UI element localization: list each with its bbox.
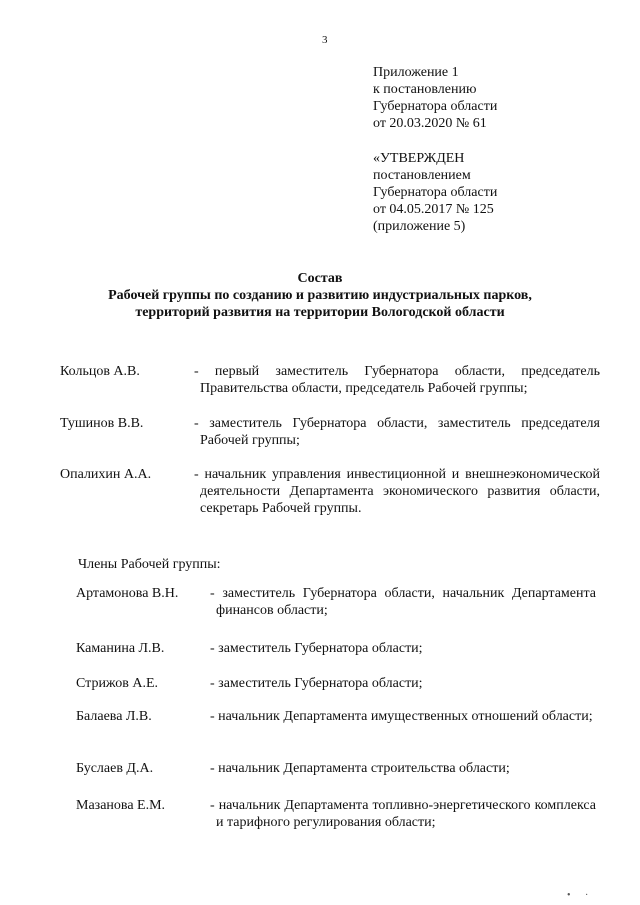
member-name: Мазанова Е.М.: [76, 798, 166, 813]
leader-entry: [60, 466, 600, 517]
member-name: Буслаев Д.А.: [76, 761, 154, 776]
member-role: - заместитель Губернатора области, начальник Департамента финансов области;: [210, 586, 596, 618]
appendix-header: [373, 64, 623, 132]
appendix-line: Приложение 1: [373, 65, 459, 80]
page-number: 3: [322, 34, 328, 46]
member-role: - начальник управления инвестиционной и внешнеэкономической деятельности Департамента экономического развития области, секретарь Рабочей группы.: [194, 467, 600, 516]
members-label: Члены Рабочей группы:: [78, 557, 221, 572]
member-name: Опалихин А.А.: [60, 467, 152, 482]
member-role: - начальник Департамента топливно-энергетического комплекса и тарифного регулирования области;: [210, 798, 596, 830]
title-line: Рабочей группы по созданию и развитию индустриальных парков,: [108, 288, 532, 303]
appendix-line: от 20.03.2020 № 61: [373, 116, 487, 131]
member-entry: [76, 760, 596, 777]
member-name: Кольцов А.В.: [60, 364, 140, 379]
member-role: - заместитель Губернатора области, заместитель председателя Рабочей группы;: [194, 416, 600, 448]
leader-entry: [60, 363, 600, 397]
member-entry: [76, 585, 596, 619]
member-role: - начальник Департамента имущественных отношений области;: [210, 709, 593, 724]
scan-specks: • ·: [567, 890, 595, 901]
member-name: Тушинов В.В.: [60, 416, 144, 431]
appendix-line: к постановлению: [373, 82, 477, 97]
member-entry: [76, 675, 596, 692]
member-name: Балаева Л.В.: [76, 709, 152, 724]
approved-header: [373, 150, 623, 235]
approved-line: от 04.05.2017 № 125: [373, 202, 494, 217]
approved-line: постановлением: [373, 168, 471, 183]
member-name: Артамонова В.Н.: [76, 586, 179, 601]
member-entry: [76, 708, 596, 725]
appendix-line: Губернатора области: [373, 99, 498, 114]
approved-line: Губернатора области: [373, 185, 498, 200]
member-name: Стрижов А.Е.: [76, 676, 159, 691]
member-role: - заместитель Губернатора области;: [210, 641, 423, 656]
title-line: территорий развития на территории Вологодской области: [135, 305, 505, 320]
member-role: - начальник Департамента строительства области;: [210, 761, 510, 776]
approved-line: «УТВЕРЖДЕН: [373, 151, 465, 166]
member-role: - первый заместитель Губернатора области, председатель Правительства области, председатель Рабочей группы;: [194, 364, 600, 396]
member-name: Каманина Л.В.: [76, 641, 165, 656]
leader-entry: [60, 415, 600, 449]
approved-line: (приложение 5): [373, 219, 466, 234]
document-title: [60, 270, 580, 321]
member-entry: [76, 640, 596, 657]
title-line: Состав: [297, 271, 343, 286]
member-entry: [76, 797, 596, 831]
member-role: - заместитель Губернатора области;: [210, 676, 423, 691]
